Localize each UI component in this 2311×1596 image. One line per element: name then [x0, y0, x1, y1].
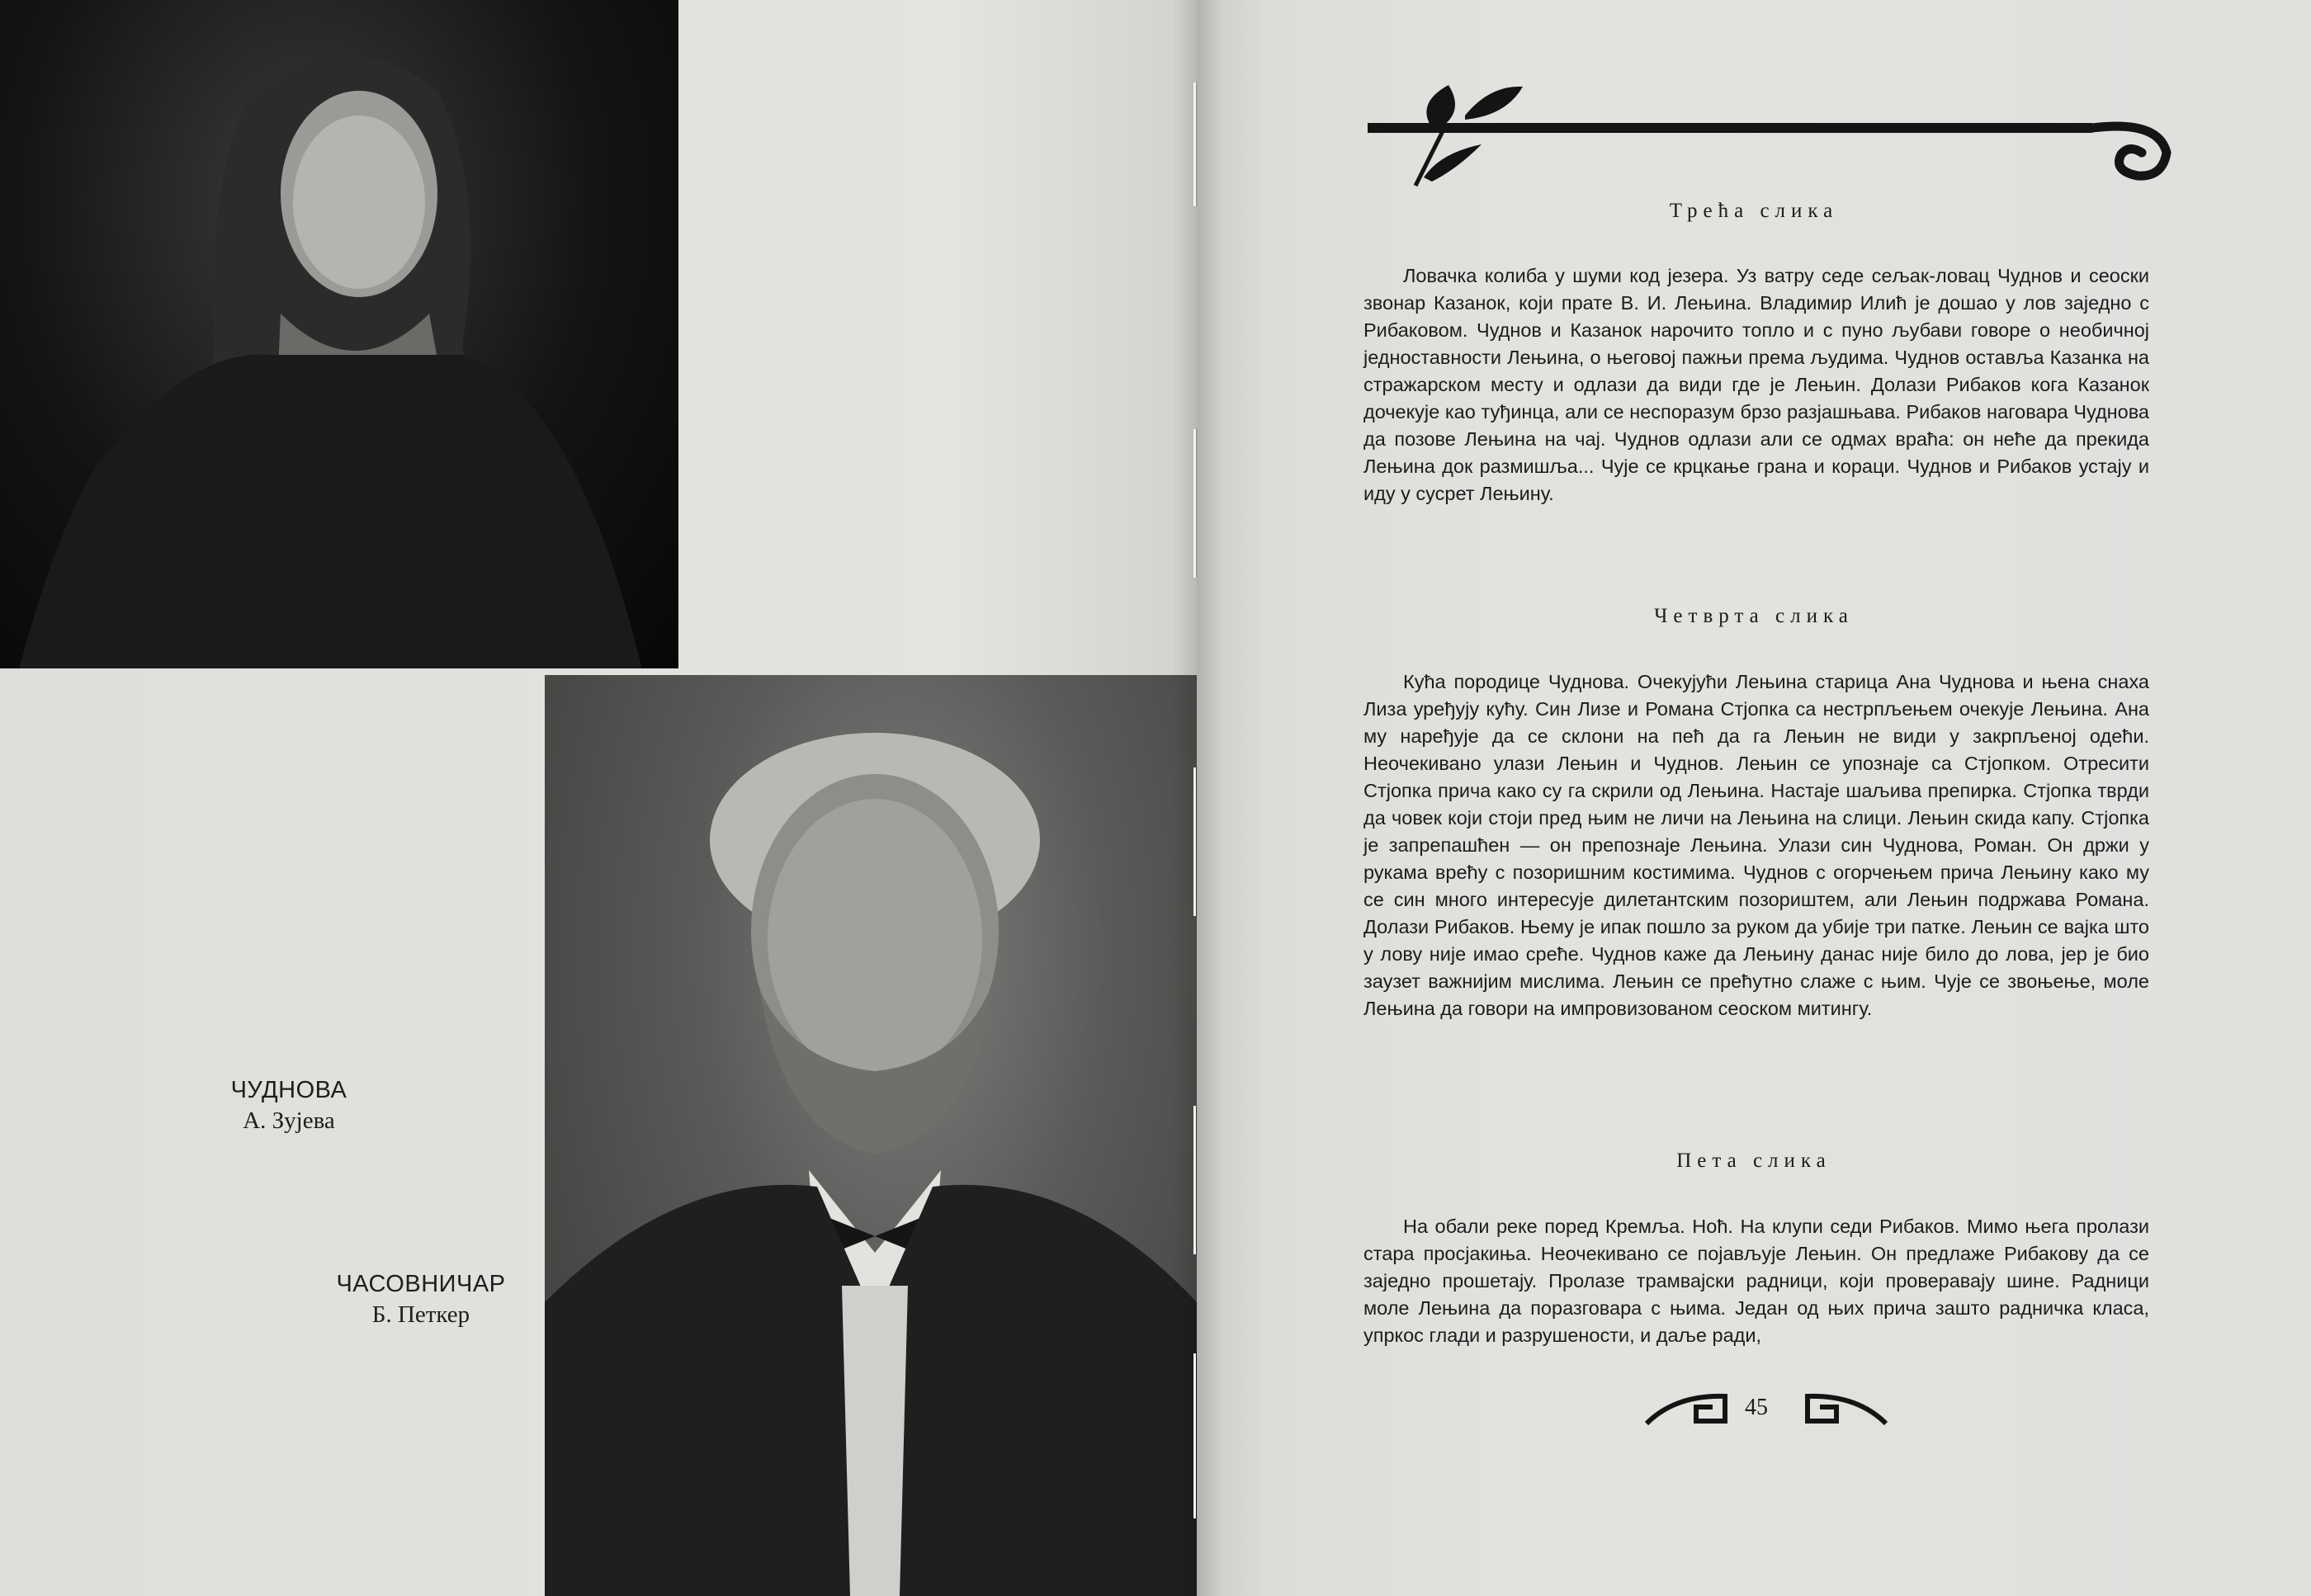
portrait-silhouette-man	[545, 675, 1197, 1596]
caption-chasovnichar	[297, 1271, 545, 1329]
portrait-photo-chudnova	[0, 0, 678, 668]
binding-stitch	[1193, 1353, 1196, 1518]
section-body-cetvrta-slika: Кућа породице Чуднова. Очекујући Лењина старица Ана Чуднова и њена снаха Лиза уређују кућу. Син Лизе и Романа Стјопка са нестрпљењем очекује Лењина. Ана му наређује да се склони на пећ да га Лењин не види у закрпљеној одећи. Неочекивано улази Лењин и Чуднов. Лењин се упознаје са Стјопком. Отресити Стјопка прича како су га скрили од Лењина. Настаје шаљива препирка. Стјопка тврди да човек који стоји пред њим не личи на Лењина на слици. Лењин скида капу. Стјопка је запрепашћен — он препознаје Лењина. Улази син Чуднова, Роман. Он држи у рукама врећу с позоришним костимима. Чуднов с огорчењем прича Лењину како му се син много интересује дилетантским позориштем, али Лењин подржава Романа. Долази Рибаков. Њему је ипак пошло за руком да убије три патке. Лењин се вајка што у лову није имао среће. Чуднов каже да Лењину данас није било до лова, јер је био заузет важнијим мислима. Лењин се прећутно слаже с њим. Чује се звоњење, моле Лењина да говори на импровизованом сеоском митингу.	[1363, 671, 2149, 1019]
binding-stitch	[1193, 1106, 1196, 1254]
section-body-treca-slika: Ловачка колиба у шуми код језера. Уз ватру седе сељак-ловац Чуднов и сеоски звонар Казанок, који прате В. И. Лењина. Владимир Илић је дошао у лов заједно с Рибаковом. Чуднов и Казанок нарочито топло и с пуно љубави говоре о необичној једноставности Лењина, о његовој пажњи према људима. Чуднов оставља Казанка на стражарском месту и одлази да види где је Лењин. Долази Рибаков кога Казанок дочекује као туђинца, али се неспоразум брзо разјашњава. Рибаков наговара Чуднова да позове Лењина на чај. Чуднов одлази али се одмах враћа: он неће да прекида Лењина док размишља... Чује се крцкање грана и кораци. Чуднов и Рибаков устају и иду у сусрет Лењину.	[1363, 265, 2149, 504]
section-heading-treca-slika: Трећа слика	[1669, 200, 1839, 222]
page-number: 45	[1745, 1395, 1768, 1420]
section-body-peta-slika: На обали реке поред Кремља. Ноћ. На клупи седи Рибаков. Мимо њега пролази стара просјакиња. Неочекивано се појављује Лењин. Он предлаже Рибакову да се заједно прошетају. Пролазе трамвајски радници, који проверавају шине. Радници моле Лењина да поразговара с њима. Један од њих прича зашто радничка класа, упркос глади и разрушености, и даље ради,	[1363, 1216, 2149, 1346]
caption-role: ЧУДНОВА	[230, 1077, 347, 1103]
portrait-photo-chasovnichar	[545, 675, 1197, 1596]
binding-stitch	[1193, 429, 1196, 578]
leaf-ornament-icon	[1366, 78, 2183, 194]
section-heading-peta-slika: Пета слика	[1676, 1150, 1831, 1172]
caption-chudnova	[165, 1077, 413, 1135]
book-spine	[1172, 0, 1222, 1596]
section-heading-cetvrta-slika: Четврта слика	[1654, 605, 1854, 627]
caption-actor: Б. Петкер	[371, 1301, 470, 1328]
portrait-silhouette-woman	[0, 0, 678, 668]
binding-stitch	[1193, 767, 1196, 916]
caption-actor: А. Зујева	[243, 1107, 335, 1134]
caption-role: ЧАСОВНИЧАР	[336, 1271, 506, 1297]
binding-stitch	[1193, 83, 1196, 206]
